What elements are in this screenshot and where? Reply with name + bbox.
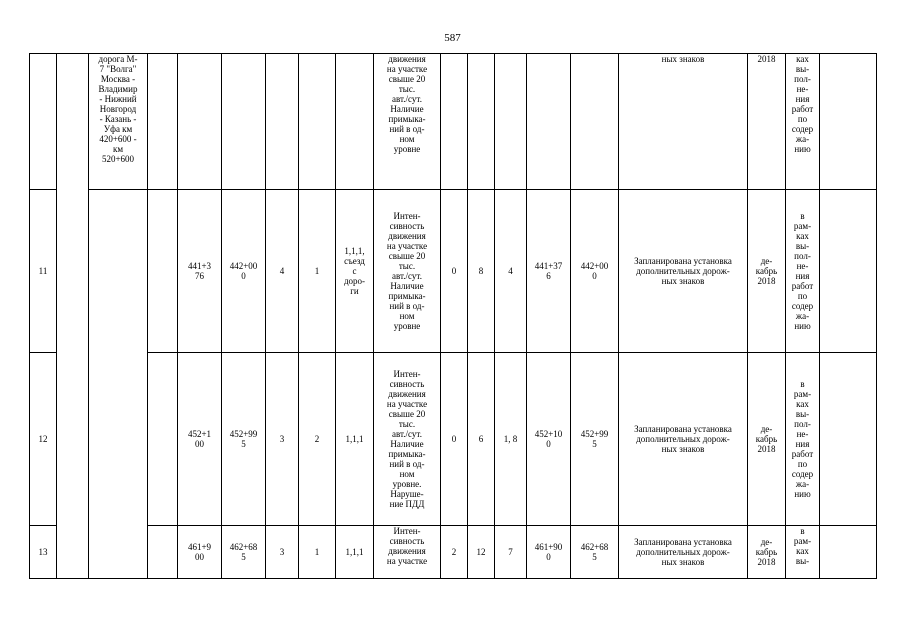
- cell: [820, 54, 877, 190]
- cell-km-start: 461+9 00: [178, 526, 222, 579]
- cell: [571, 54, 619, 190]
- cell-section-start: 461+90 0: [527, 526, 571, 579]
- cell-km-end: 442+00 0: [222, 190, 266, 353]
- page-number: 587: [444, 32, 461, 44]
- cell-date: де- кабрь 2018: [748, 190, 786, 353]
- cell-value: 0: [441, 190, 468, 353]
- cell: [148, 526, 178, 579]
- cell-km-end: 452+99 5: [222, 353, 266, 526]
- cell-type: 1,1,1: [336, 353, 374, 526]
- cell-date: де- кабрь 2018: [748, 526, 786, 579]
- cell: [148, 54, 178, 190]
- cell: [527, 54, 571, 190]
- cell-description: Интен- сивность движения на участке свыше 20 тыс. авт./сут. Наличие примыка- ний в од- ном уровне: [374, 190, 441, 353]
- cell-road-name: дорога М- 7 "Волга" Москва - Владимир - Нижний Новгород - Казань - Уфа км 420+600 - км 520+600: [89, 54, 148, 190]
- cell-value: 2: [441, 526, 468, 579]
- cell-section-end: 442+00 0: [571, 190, 619, 353]
- cell: [222, 54, 266, 190]
- table-row: [30, 353, 877, 526]
- cell-section-start: 441+37 6: [527, 190, 571, 353]
- cell-value: 4: [266, 190, 299, 353]
- cell-value: 0: [441, 353, 468, 526]
- cell-work: в рам- ках вы- пол- не- ния работ по содер жа- нию: [786, 353, 820, 526]
- cell-num: [30, 54, 57, 190]
- cell-measure: Запланирована установка дополнительных дорож- ных знаков: [619, 526, 748, 579]
- cell-type: 1,1,1: [336, 526, 374, 579]
- cell: [148, 353, 178, 526]
- cell-section-end: 452+99 5: [571, 353, 619, 526]
- cell-work: ках вы- пол- не- ния работ по содер жа- нию: [786, 54, 820, 190]
- cell-value: 1: [299, 526, 336, 579]
- cell-work: в рам- ках вы- пол- не- ния работ по содер жа- нию: [786, 190, 820, 353]
- cell-region: [57, 54, 89, 579]
- cell-section-end: 462+68 5: [571, 526, 619, 579]
- cell-num: 12: [30, 353, 57, 526]
- cell-measure: ных знаков: [619, 54, 748, 190]
- cell-road-name: [89, 190, 148, 579]
- cell-value: 3: [266, 353, 299, 526]
- cell-description: движения на участке свыше 20 тыс. авт./сут. Наличие примыка- ний в од- ном уровне: [374, 54, 441, 190]
- cell: [336, 54, 374, 190]
- cell-value: 2: [299, 353, 336, 526]
- cell-section-start: 452+10 0: [527, 353, 571, 526]
- cell-value: 6: [468, 353, 495, 526]
- table-row: [30, 526, 877, 579]
- cell-value: 8: [468, 190, 495, 353]
- cell: [148, 190, 178, 353]
- table-row: [30, 190, 877, 353]
- cell: [820, 353, 877, 526]
- cell: [178, 54, 222, 190]
- cell: [299, 54, 336, 190]
- cell-value: 1: [299, 190, 336, 353]
- cell-km-start: 441+3 76: [178, 190, 222, 353]
- cell-value: 12: [468, 526, 495, 579]
- cell-num: 13: [30, 526, 57, 579]
- cell-description: Интен- сивность движения на участке свыше 20 тыс. авт./сут. Наличие примыка- ний в од- ном уровне. Наруше- ние ПДД: [374, 353, 441, 526]
- cell: [820, 190, 877, 353]
- cell: [266, 54, 299, 190]
- cell: [441, 54, 468, 190]
- cell: [820, 526, 877, 579]
- cell-date: де- кабрь 2018: [748, 353, 786, 526]
- cell-date: 2018: [748, 54, 786, 190]
- cell-km-end: 462+68 5: [222, 526, 266, 579]
- table-row: [30, 54, 877, 190]
- cell-value: 3: [266, 526, 299, 579]
- cell: [468, 54, 495, 190]
- cell-value: 4: [495, 190, 527, 353]
- cell-km-start: 452+1 00: [178, 353, 222, 526]
- cell-work: в рам- ках вы-: [786, 526, 820, 579]
- road-measures-table: [29, 53, 877, 579]
- cell-measure: Запланирована установка дополнительных дорож- ных знаков: [619, 353, 748, 526]
- cell-value: 7: [495, 526, 527, 579]
- cell: [495, 54, 527, 190]
- cell-num: 11: [30, 190, 57, 353]
- cell-description: Интен- сивность движения на участке: [374, 526, 441, 579]
- cell-value: 1, 8: [495, 353, 527, 526]
- cell-type: 1,1,1, съезд с доро- ги: [336, 190, 374, 353]
- cell-measure: Запланирована установка дополнительных дорож- ных знаков: [619, 190, 748, 353]
